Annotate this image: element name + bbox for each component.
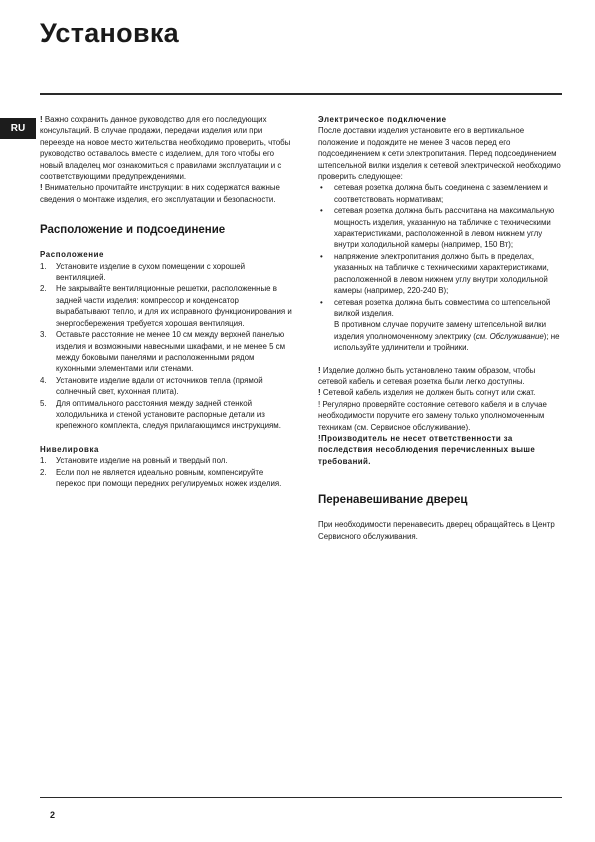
bullet-note-text: В противном случае поручите замену штепсельной вилки изделия уполномоченному электрику ( xyxy=(334,320,547,341)
leveling-list xyxy=(40,455,292,489)
list-item-text: Оставьте расстояние не менее 10 см между верхней панелью изделия и возможными навесными шкафами, и не менее 5 см между боковыми панелями и расположенными рядом кухонными элементами или стенами. xyxy=(56,330,286,374)
list-item xyxy=(40,329,292,375)
warning-text: Регулярно проверяйте состояние сетевого кабеля и в случае необходимости поручите его замену только уполномоченным техникам (см. Сервисное обслуживание). xyxy=(318,399,547,432)
list-item-text: Если пол не является идеально ровным, компенсируйте перекос при помощи передних регулируемых ножек изделия. xyxy=(56,467,282,488)
list-item xyxy=(40,375,292,398)
list-item xyxy=(318,251,564,297)
list-item xyxy=(40,261,292,284)
warning-icon: ! xyxy=(40,115,43,124)
language-tab: RU xyxy=(0,118,36,139)
list-item xyxy=(318,205,564,251)
left-column xyxy=(40,114,292,489)
electrical-checklist xyxy=(318,182,564,353)
list-item-number: 5. xyxy=(40,398,47,408)
intro-warning-2 xyxy=(40,182,292,205)
warning-paragraph xyxy=(318,399,564,433)
warning-icon: ! xyxy=(318,365,321,375)
warning-icon: ! xyxy=(318,399,321,409)
warning-icon: ! xyxy=(318,388,321,398)
list-item-number: 4. xyxy=(40,375,47,385)
intro-warning-text: Важно сохранить данное руководство для его последующих консультаций. В случае продажи, передачи изделия или при переезде на новое место жительства необходимо проверить, чтобы руководство оставалось вместе с изделием, для того чтобы его новый владелец мог ознакомиться с правилами эксплуатации и с соответствующими предупреждениями. xyxy=(40,115,291,182)
intro-warning-1 xyxy=(40,114,292,182)
list-item-number: 3. xyxy=(40,330,47,340)
placement-list xyxy=(40,261,292,432)
list-item-text: Не закрывайте вентиляционные решетки, расположенные в задней части изделия: компрессор и конденсатор вырабатывают тепло, и для их исправного функционирования и энергосбережения требуется хорошая вентиляция. xyxy=(56,284,292,328)
intro-warning-text: Внимательно прочитайте инструкции: в них содержатся важные сведения о монтаже изделия, его эксплуатации и безопасности. xyxy=(40,183,280,204)
warning-icon: ! xyxy=(318,433,322,443)
warnings-block xyxy=(318,365,564,468)
section-title-placement-connection: Расположение и подсоединение xyxy=(40,224,226,237)
list-item xyxy=(318,182,564,205)
right-column xyxy=(318,114,564,542)
liability-text: Производитель не несет ответственности за последствия несоблюдения перечисленных выше требований. xyxy=(318,433,536,466)
list-item-text: сетевая розетка должна быть совместима со штепсельной вилкой изделия. xyxy=(334,297,551,318)
electrical-intro: После доставки изделия установите его в вертикальное положение и подождите не менее 3 часов перед его подсоединением к сети электропитания. Перед подсоединением штепсельной вилки изделия к сетевой электрической необходимо проверить следующее: xyxy=(318,126,561,182)
list-item-text: сетевая розетка должна быть соединена с заземлением и соответствовать нормативам; xyxy=(334,183,548,204)
footer-divider xyxy=(40,797,562,798)
warning-paragraph xyxy=(318,387,564,398)
door-reversal-text: При необходимости перенавесить дверец обращайтесь в Центр Сервисного обслуживания. xyxy=(318,520,555,541)
list-item xyxy=(40,467,292,490)
title-divider xyxy=(40,93,562,95)
list-item-text: Для оптимального расстояния между задней стенкой холодильника и стеной установите распорные детали из крепежного комплекта, следуя прилагающимся инструкциям. xyxy=(56,398,281,431)
list-item-text: Установите изделие в сухом помещении с хорошей вентиляцией. xyxy=(56,261,246,283)
list-item xyxy=(40,398,292,432)
subheading-placement: Расположение xyxy=(40,250,105,260)
liability-disclaimer xyxy=(318,433,564,467)
list-item-text: сетевая розетка должна быть рассчитана на максимальную мощность изделия, указанную на табличке с техническими характеристиками, расположенной в левом нижнем углу внутри холодильной камеры (например, 150 Вт); xyxy=(334,206,555,250)
list-item-text: напряжение электропитания должно быть в пределах, указанных на табличке с техническими характеристиками, расположенной в левом нижнем углу внутри холодильной камеры (например, 220-240 В); xyxy=(334,251,549,296)
warning-icon: ! xyxy=(40,183,43,193)
list-item xyxy=(40,455,292,466)
bullet-icon: • xyxy=(320,183,323,193)
page-number: 2 xyxy=(50,810,56,820)
list-item-number: 2. xyxy=(40,467,47,477)
bullet-icon: • xyxy=(320,206,323,216)
bullet-icon: • xyxy=(320,251,323,261)
bullet-note xyxy=(334,320,560,352)
list-item-number: 1. xyxy=(40,456,47,466)
list-item xyxy=(40,283,292,329)
list-item-text: Установите изделие на ровный и твердый пол. xyxy=(56,456,228,466)
service-reference: см. Обслуживание xyxy=(475,331,544,341)
subheading-leveling: Нивелировка xyxy=(40,444,99,454)
list-item-number: 1. xyxy=(40,261,47,271)
page-title: Установка xyxy=(40,18,179,48)
warning-text: Изделие должно быть установлено таким образом, чтобы сетевой кабель и сетевая розетка были легко доступны. xyxy=(318,365,536,386)
list-item xyxy=(318,297,564,354)
warning-text: Сетевой кабель изделия не должен быть согнут или сжат. xyxy=(320,388,536,398)
section-title-door-reversal: Перенавешивание дверец xyxy=(318,494,468,507)
bullet-icon: • xyxy=(320,297,323,307)
warning-paragraph xyxy=(318,365,564,388)
subheading-electrical-connection: Электрическое подключение xyxy=(318,115,447,124)
list-item-number: 2. xyxy=(40,284,47,294)
bullet-note-text: ); не используйте удлинители и тройники. xyxy=(334,331,560,353)
list-item-text: Установите изделие вдали от источников тепла (прямой солнечный свет, кухонная плита). xyxy=(56,375,263,397)
